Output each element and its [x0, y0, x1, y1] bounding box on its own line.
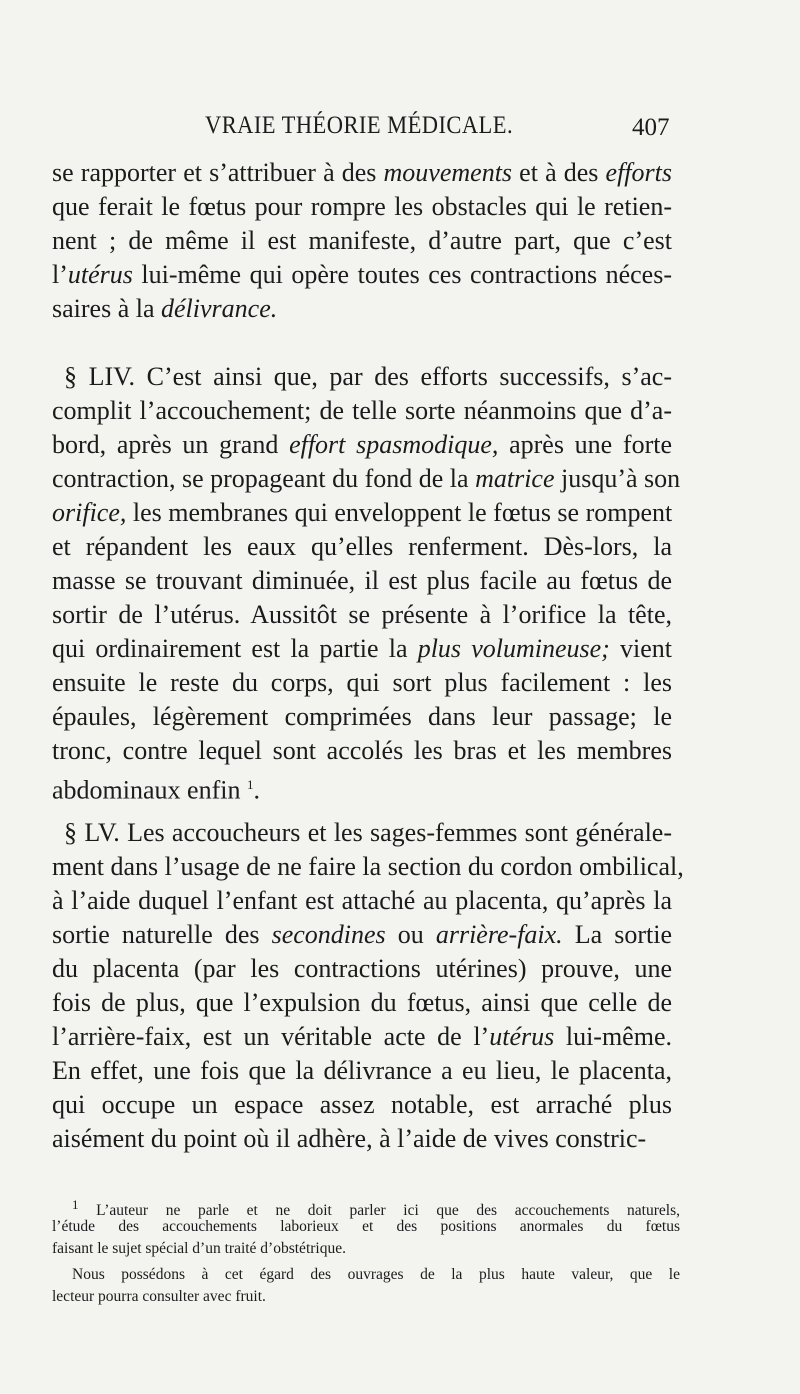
- text-span: l’arrière-faix, est un véritable acte de l’: [52, 1022, 490, 1051]
- text-span: abdominaux enfin: [52, 775, 247, 805]
- footnote-text: faisant le sujet spécial d’un traité d’obstétrique.: [52, 1240, 346, 1257]
- text-span: qui occupe un espace assez notable, est arraché plus: [52, 1090, 672, 1119]
- text-span: masse se trouvant diminuée, il est plus facile au fœtus de: [52, 566, 672, 595]
- text-line: [52, 884, 672, 918]
- footnote-line: [52, 1238, 680, 1260]
- text-line: [52, 530, 672, 564]
- footnote-line: [52, 1216, 680, 1238]
- text-line: [52, 564, 672, 598]
- text-span: bord, après un grand: [52, 430, 290, 459]
- text-line: [64, 816, 672, 850]
- italic-text: utérus: [67, 260, 133, 289]
- italic-text: utérus: [489, 1022, 555, 1051]
- text-span: nent ; de même il est manifeste, d’autre part, que c’est: [52, 226, 672, 255]
- text-line: [52, 632, 672, 666]
- running-title: VRAIE THÉORIE MÉDICALE.: [205, 112, 514, 139]
- italic-text: délivrance.: [161, 294, 278, 323]
- text-span: fois de plus, que l’expulsion du fœtus, ainsi que celle de: [52, 988, 672, 1017]
- text-line: [52, 598, 672, 632]
- italic-text: effort spasmodique,: [289, 430, 499, 459]
- footnote-text: L’auteur ne parle et ne doit parler ici que des accouchements naturels,: [78, 1202, 680, 1220]
- text-span: complit l’accouchement; de telle sorte néanmoins que d’a-: [52, 396, 672, 425]
- text-line: [52, 462, 681, 496]
- footnote-marker: 1: [246, 777, 254, 792]
- footnote-text: lecteur pourra consulter avec fruit.: [52, 1288, 266, 1305]
- text-line: [52, 496, 672, 530]
- text-line: [52, 666, 672, 700]
- text-span: vient: [609, 634, 672, 663]
- text-span: se rapporter et s’attribuer à des: [52, 158, 384, 187]
- italic-text: orifice,: [52, 498, 127, 527]
- text-line: [52, 258, 672, 292]
- text-span: La sortie: [562, 920, 673, 949]
- text-line: [52, 1122, 672, 1156]
- text-span: § LIV. C’est ainsi que, par des efforts successifs, s’ac-: [64, 362, 672, 391]
- italic-text: mouvements: [383, 158, 513, 187]
- text-span: aisément du point où il adhère, à l’aide de vives constric-: [52, 1124, 647, 1153]
- text-span: ou: [385, 920, 436, 949]
- text-span: saires à la: [52, 294, 162, 323]
- text-span: ensuite le reste du corps, qui sort plus facilement : les: [52, 668, 672, 697]
- text-span: épaules, légèrement comprimées dans leur passage; le: [52, 702, 672, 731]
- text-span: l’: [52, 260, 68, 289]
- text-span: que ferait le fœtus pour rompre les obstacles qui le retien-: [52, 192, 672, 221]
- text-line: [64, 360, 672, 394]
- italic-text: secondines: [271, 920, 386, 949]
- italic-text: matrice: [475, 464, 555, 493]
- footnote-line: [52, 1286, 680, 1308]
- text-span: tronc, contre lequel sont accolés les bras et les membres: [52, 736, 672, 765]
- text-line: [52, 850, 684, 884]
- text-line: [52, 394, 672, 428]
- text-line: [52, 224, 672, 258]
- italic-text: plus volumineuse;: [417, 634, 610, 663]
- text-line: [52, 1088, 672, 1122]
- text-span: lui-même qui opère toutes ces contractions néces-: [132, 260, 672, 289]
- text-span: .: [253, 775, 260, 805]
- text-span: sortir de l’utérus. Aussitôt se présente à l’orifice la tête,: [52, 600, 672, 629]
- text-span: à l’aide duquel l’enfant est attaché au placenta, qu’après la: [52, 886, 672, 915]
- text-span: après une forte: [498, 430, 672, 459]
- text-line: [52, 1054, 672, 1088]
- text-span: les membranes qui enveloppent le fœtus se rompent: [126, 498, 673, 527]
- text-span: lui-même.: [554, 1022, 672, 1051]
- text-span: ment dans l’usage de ne faire la section du cordon ombilical,: [52, 852, 684, 881]
- italic-text: arrière-faix.: [435, 920, 563, 949]
- text-line: [52, 292, 672, 326]
- text-line: [52, 156, 672, 190]
- italic-text: efforts: [605, 158, 672, 187]
- text-line: [52, 700, 672, 734]
- footnote-text: l’étude des accouchements laborieux et des positions anormales du fœtus: [52, 1218, 680, 1235]
- footnote-marker: 1: [72, 1197, 79, 1212]
- text-span: En effet, une fois que la délivrance a eu lieu, le placenta,: [52, 1056, 672, 1085]
- text-line: [52, 1020, 672, 1054]
- text-line: [52, 918, 672, 952]
- text-line: [52, 734, 672, 768]
- text-span: jusqu’à son: [554, 464, 681, 493]
- text-line: [52, 986, 672, 1020]
- text-span: § LV. Les accoucheurs et les sages-femmes sont générale-: [64, 818, 672, 847]
- text-line: [52, 768, 672, 808]
- page-number: 407: [632, 114, 670, 141]
- footnote-text: Nous possédons à cet égard des ouvrages de la plus haute valeur, que le: [72, 1266, 680, 1283]
- footnote-line: [52, 1264, 680, 1286]
- text-span: et répandent les eaux qu’elles renferment. Dès-lors, la: [52, 532, 672, 561]
- text-line: [52, 952, 672, 986]
- text-line: [52, 428, 672, 462]
- text-span: sortie naturelle des: [52, 920, 272, 949]
- text-span: contraction, se propageant du fond de la: [52, 464, 476, 493]
- text-span: et à des: [512, 158, 606, 187]
- text-line: [52, 190, 672, 224]
- text-span: du placenta (par les contractions utérines) prouve, une: [52, 954, 672, 983]
- page-header: [0, 112, 800, 148]
- text-span: qui ordinairement est la partie la: [52, 634, 418, 663]
